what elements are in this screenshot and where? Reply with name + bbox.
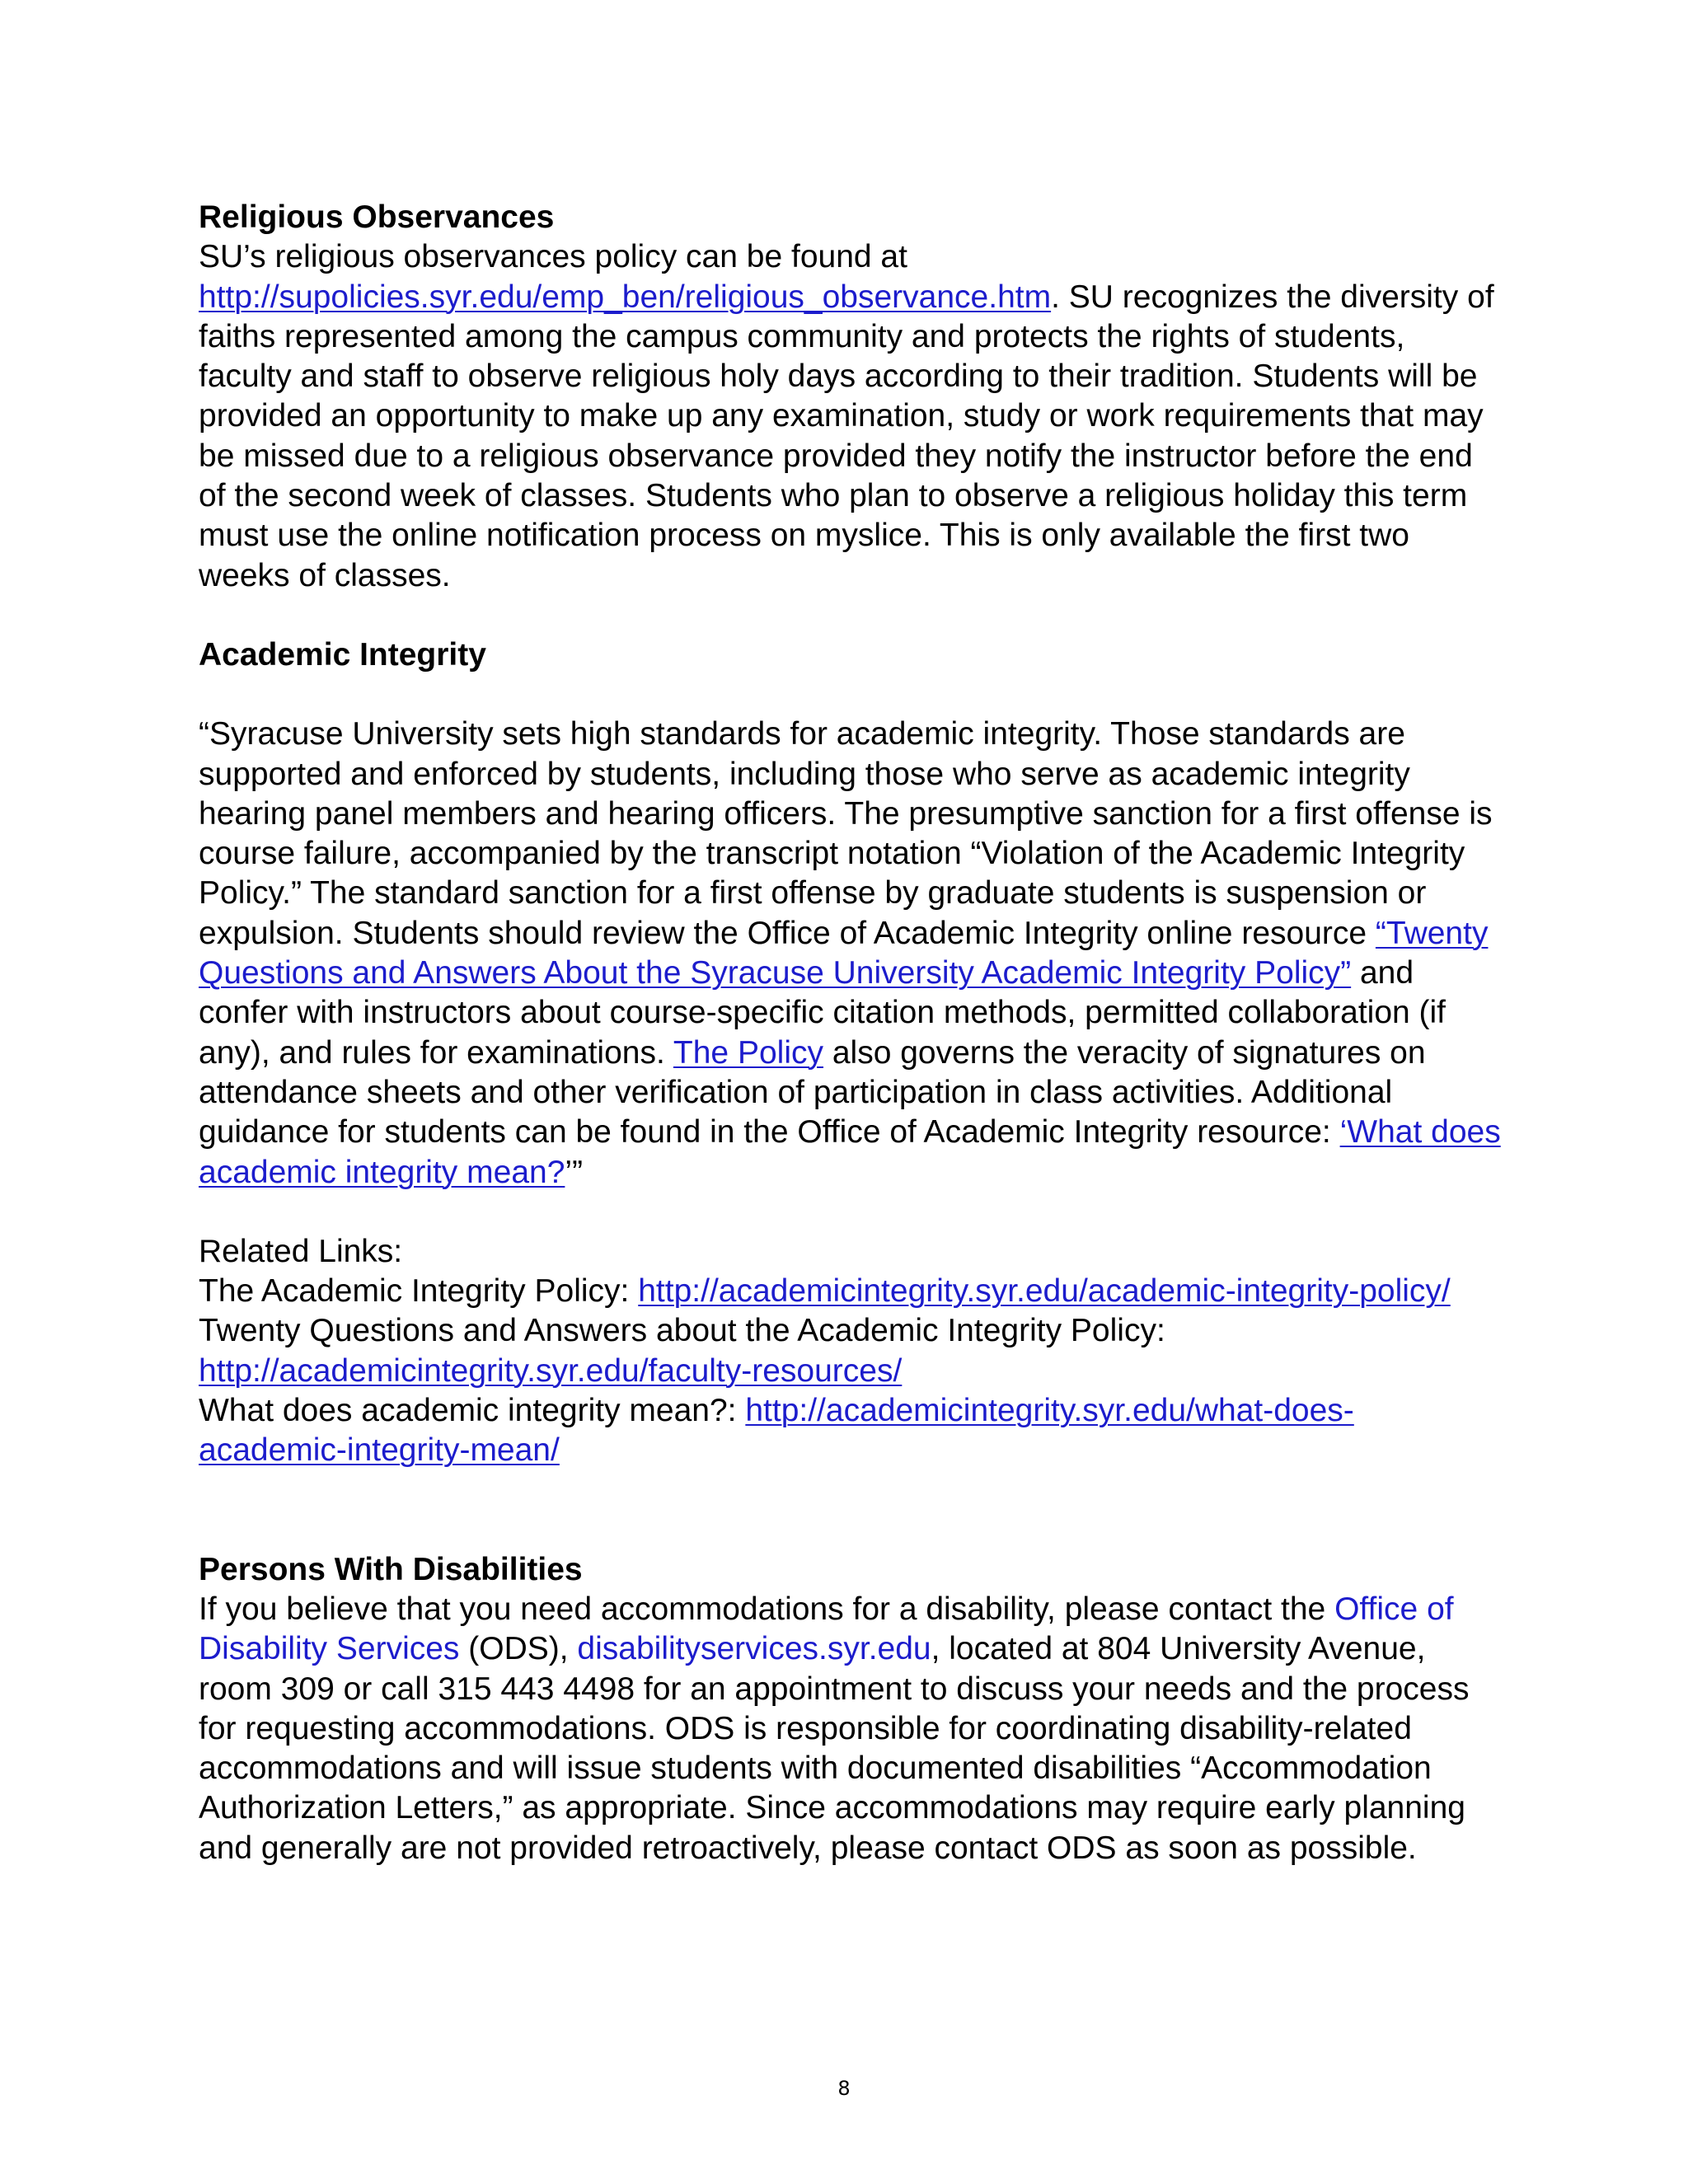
religious-policy-link[interactable]: http://supolicies.syr.edu/emp_ben/religious_observance.htm [199, 279, 1052, 315]
twenty-questions-link[interactable]: “Twenty Questions and Answers About the Syracuse University Academic Integrity Policy” [199, 915, 1489, 991]
disabilities-heading: Persons With Disabilities [199, 1551, 583, 1587]
section-related-links [199, 1232, 1501, 1471]
related-links-label: Related Links: [199, 1233, 403, 1269]
quote-text-2: and confer with instructors about course-specific citation methods, permitted collaboration (if any), and rules for examinations. [199, 955, 1447, 1071]
related-link-prefix: Twenty Questions and Answers about the Academic Integrity Policy: [199, 1313, 1165, 1349]
disabilities-text-1: If you believe that you need accommodations for a disability, please contact the [199, 1591, 1335, 1627]
related-link-item [199, 1391, 1501, 1471]
section-academic-integrity [199, 635, 1501, 1193]
religious-body-text: . SU recognizes the diversity of faiths represented among the campus community and protects the rights of students, faculty and staff to observe religious holy days according to their tradition. Students will be provided an opportunity to make up any examination, study or work requirements that may be missed due to a religious observance provided they notify the instructor before the end of the second week of classes. Students who plan to observe a religious holiday this term must use the online notification process on myslice. This is only available the first two weeks of classes. [199, 279, 1494, 593]
disabilities-text-2: (ODS), [459, 1631, 578, 1667]
religious-body [199, 278, 1501, 596]
religious-intro: SU’s religious observances policy can be found at [199, 239, 907, 275]
ods-website-link[interactable]: disabilityservices.syr.edu [577, 1631, 931, 1667]
document-page [199, 198, 1501, 1868]
what-does-mean-url-link[interactable]: http://academicintegrity.syr.edu/what-does-academic-integrity-mean/ [199, 1393, 1354, 1469]
related-link-prefix: What does academic integrity mean?: [199, 1393, 746, 1429]
quote-end: ’” [565, 1154, 584, 1190]
quote-text-3: also governs the veracity of signatures on attendance sheets and other verification of participation in class activities. Additional guidance for students can be found in the Office of Academic Integrity resource: [199, 1034, 1426, 1151]
disabilities-text-3: , located at 804 University Avenue, room 309 or call 315 443 4498 for an appointment to discuss your needs and the process for requesting accommodations. ODS is responsible for coordinating disability-related accommodations and will issue students with documented disabilities “Accommodation Authorization Letters,” as appropriate. Since accommodations may require early planning and generally are not provided retroactively, please contact ODS as soon as possible. [199, 1631, 1470, 1866]
quote-text-1: “Syracuse University sets high standards for academic integrity. Those standards are supported and enforced by students, including those who serve as academic integrity hearing panel members and hearing officers. The presumptive sanction for a first offense is course failure, accompanied by the transcript notation “Violation of the Academic Integrity Policy.” The standard sanction for a first offense by graduate students is suspension or expulsion. Students should review the Office of Academic Integrity online resource [199, 716, 1493, 951]
religious-heading: Religious Observances [199, 199, 555, 235]
disabilities-body [199, 1590, 1501, 1868]
related-link-prefix: The Academic Integrity Policy: [199, 1273, 639, 1310]
ods-office-link[interactable]: Office of Disability Services [199, 1591, 1454, 1667]
section-persons-with-disabilities [199, 1550, 1501, 1868]
page-number: 8 [837, 2077, 851, 2100]
related-link-item [199, 1311, 1501, 1391]
academic-integrity-heading: Academic Integrity [199, 636, 486, 673]
what-does-integrity-mean-link[interactable]: ‘What does academic integrity mean? [199, 1114, 1501, 1190]
section-religious-observances [199, 198, 1501, 596]
faculty-resources-url-link[interactable]: http://academicintegrity.syr.edu/faculty-resources/ [199, 1352, 903, 1389]
academic-integrity-quote [199, 715, 1501, 1193]
integrity-policy-url-link[interactable]: http://academicintegrity.syr.edu/academic-integrity-policy/ [638, 1273, 1451, 1310]
related-link-item [199, 1272, 1501, 1311]
the-policy-link[interactable]: The Policy [673, 1034, 823, 1071]
